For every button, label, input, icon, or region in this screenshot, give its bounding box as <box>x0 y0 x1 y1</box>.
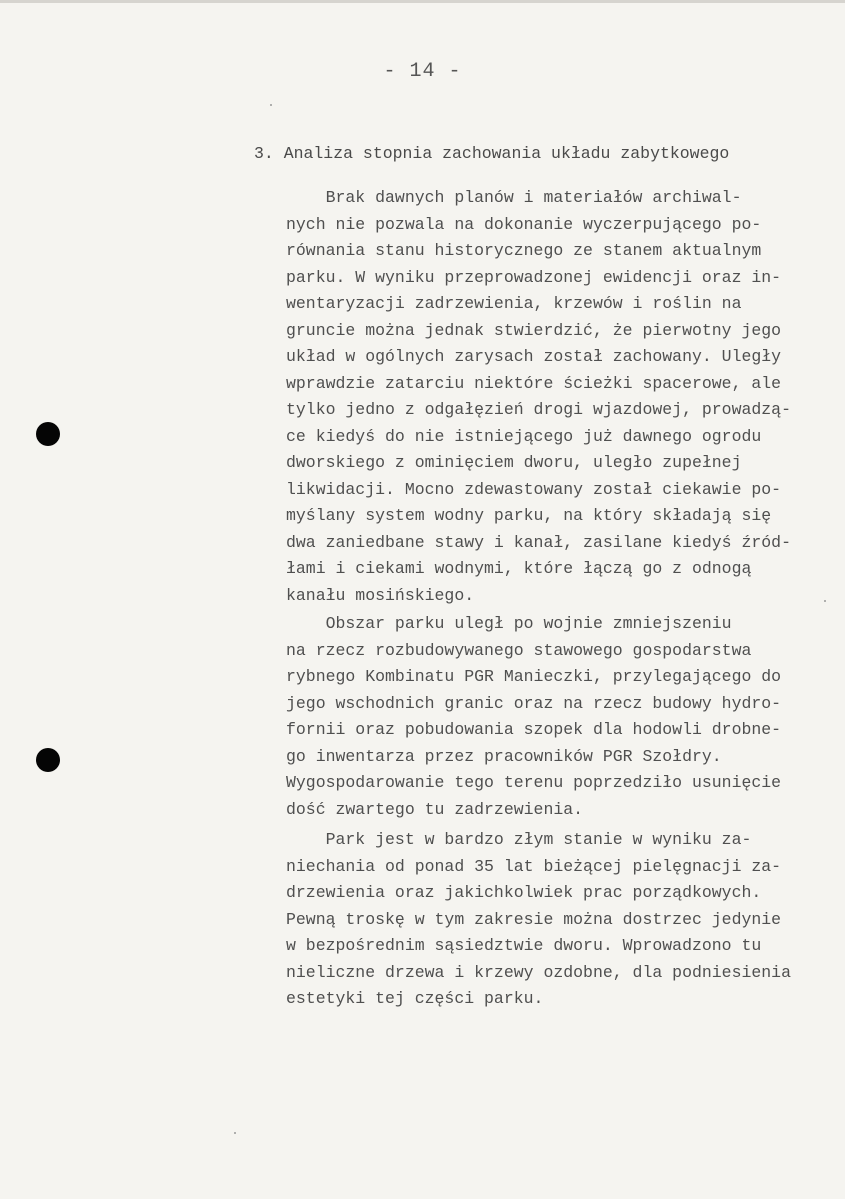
text-line: parku. W wyniku przeprowadzonej ewidencji oraz in- <box>286 267 782 287</box>
text-line: równania stanu historycznego ze stanem aktualnym <box>286 241 762 260</box>
text-line: układ w ogólnych zarysach został zachowany. Uległy <box>286 347 782 366</box>
text-line: łami i ciekami wodnymi, które łączą go z odnogą <box>286 559 752 578</box>
text-line: fornii oraz pobudowania szopek dla hodowli drobne- <box>286 720 782 739</box>
text-line: go inwentarza przez pracowników PGR Szołdry. <box>286 746 722 766</box>
text-line: tylko jedno z odgałęzień drogi wjazdowej, prowadzą- <box>286 400 791 419</box>
text-line: w bezpośrednim sąsiedztwie dworu. Wprowadzono tu <box>286 936 762 955</box>
paragraph-3 <box>286 827 831 1013</box>
paragraph-2 <box>286 611 831 823</box>
text-line: Obszar parku uległ po wojnie zmniejszeniu <box>286 614 732 633</box>
text-line: wentaryzacji zadrzewienia, krzewów i roślin na <box>286 294 742 313</box>
text-line: gruncie można jednak stwierdzić, że pierwotny jego <box>286 320 782 340</box>
paragraph-1 <box>286 185 831 609</box>
text-line: jego wschodnich granic oraz na rzecz budowy hydro- <box>286 693 782 713</box>
text-line: dworskiego z ominięciem dworu, uległo zupełnej <box>286 453 742 472</box>
text-line: nieliczne drzewa i krzewy ozdobne, dla podniesienia <box>286 962 791 982</box>
punch-hole-bottom <box>36 748 60 772</box>
text-line: rybnego Kombinatu PGR Manieczki, przylegającego do <box>286 667 782 686</box>
text-line: na rzecz rozbudowywanego stawowego gospodarstwa <box>286 640 752 660</box>
text-line: niechania od ponad 35 lat bieżącej pielęgnacji za- <box>286 856 782 876</box>
text-line: wprawdzie zatarciu niektóre ścieżki spacerowe, ale <box>286 373 782 393</box>
text-line: kanału mosińskiego. <box>286 585 475 605</box>
text-line: myślany system wodny parku, na który składają się <box>286 506 772 525</box>
page-top-edge <box>0 0 845 3</box>
text-line: ce kiedyś do nie istniejącego już dawnego ogrodu <box>286 426 762 446</box>
text-line: nych nie pozwala na dokonanie wyczerpującego po- <box>286 214 762 234</box>
text-line: Park jest w bardzo złym stanie w wyniku za- <box>286 830 752 849</box>
text-line: estetyki tej części parku. <box>286 989 544 1008</box>
paper-speck <box>234 1132 236 1134</box>
text-line: Wygospodarowanie tego terenu poprzedziło usunięcie <box>286 773 782 792</box>
text-line: Pewną troskę w tym zakresie można dostrzec jedynie <box>286 909 782 929</box>
section-heading: 3. Analiza stopnia zachowania układu zabytkowego <box>254 144 730 163</box>
punch-hole-top <box>36 422 60 446</box>
text-line: Brak dawnych planów i materiałów archiwal- <box>286 188 742 207</box>
text-line: likwidacji. Mocno zdewastowany został ciekawie po- <box>286 479 782 499</box>
text-line: drzewienia oraz jakichkolwiek prac porządkowych. <box>286 883 762 902</box>
paper-speck <box>270 104 272 106</box>
page-number: - 14 - <box>383 60 462 83</box>
text-line: dwa zaniedbane stawy i kanał, zasilane kiedyś źród- <box>286 532 791 552</box>
text-line: dość zwartego tu zadrzewienia. <box>286 799 584 819</box>
